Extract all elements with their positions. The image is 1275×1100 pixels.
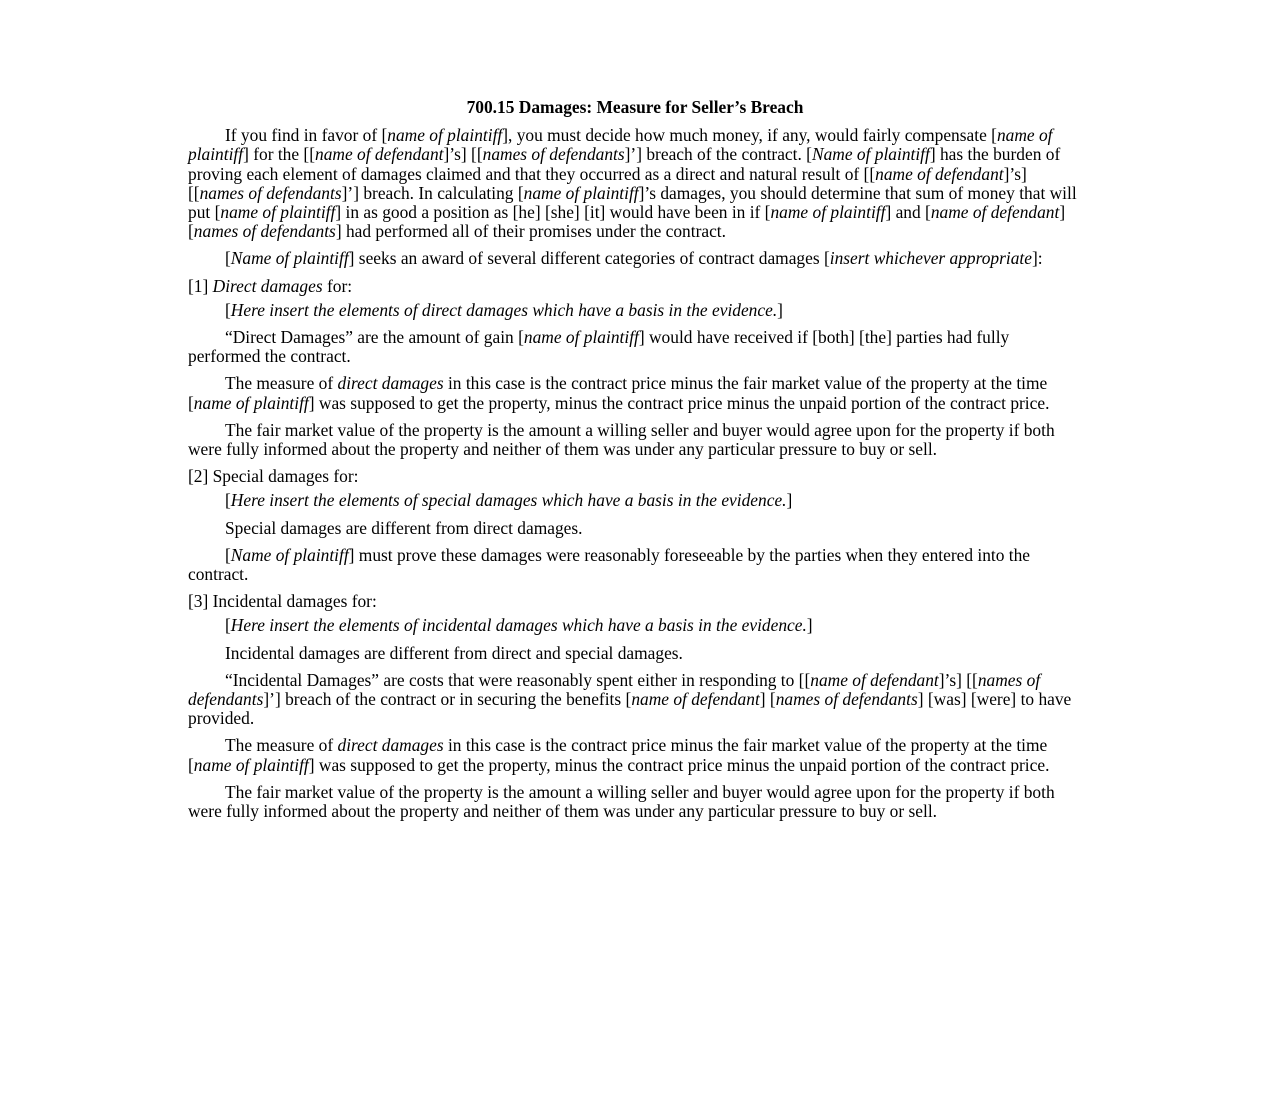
text-run: ] [806,615,813,636]
italic-placeholder: names of defendants [188,669,1041,710]
text-run: ] [was] [were] to have provided. [188,689,1072,729]
fair-market-value-paragraph [188,421,1082,459]
text-run: ] [786,490,793,511]
item-1-insert [188,301,1082,320]
incidental-damages-definition [188,671,1082,729]
text-run: [1] [188,275,213,296]
italic-placeholder: name of defendant [315,144,444,165]
text-run: [2] Special damages for: [188,466,359,487]
intro-paragraph [188,126,1082,241]
text-run: [3] Incidental damages for: [188,591,377,612]
text-run: The fair market value of the property is the amount a willing seller and buyer would agree upon for the property if both were fully informed about the property and neither of them was under any particular pressure to buy or sell. [188,419,1055,460]
italic-placeholder: Name of plaintiff [230,544,349,565]
text-run: ] must prove these damages were reasonably foreseeable by the parties when they entered into the contract. [188,544,1031,585]
direct-damages-measure [188,374,1082,412]
special-damages-difference [188,519,1082,538]
text-run: Incidental damages are different from direct and special damages. [225,642,683,663]
italic-placeholder: names of defendants [775,689,918,710]
italic-placeholder: name of defendant [631,689,760,710]
text-run: [ [225,248,231,269]
text-run: ] [777,299,783,320]
italic-placeholder: name of plaintiff [770,202,886,223]
text-run: ] for the [[ [243,144,316,165]
italic-placeholder: name of plaintiff [193,754,309,775]
text-run: ]’] breach of the contract or in securing the benefits [ [263,689,632,710]
italic-placeholder: insert whichever appropriate [829,248,1032,269]
italic-placeholder: name of plaintiff [220,202,336,223]
italic-placeholder: Here insert the elements of direct damages which have a basis in the evidence. [230,299,778,320]
text-run: in this case is the contract price minus the fair market value of the property at the time [ [188,373,1048,413]
text-run: ] was supposed to get the property, minus the contract price minus the unpaid portion of the contract price. [308,392,1050,413]
text-run: ]’s] [[ [188,163,1027,203]
text-run: ]’s] [[ [443,144,483,165]
text-run: ] was supposed to get the property, minus the contract price minus the unpaid portion of the contract price. [308,754,1050,775]
fair-market-value-paragraph-2 [188,783,1082,821]
document-title: 700.15 Damages: Measure for Seller’s Breach [466,97,804,117]
categories-paragraph [188,249,1082,268]
text-run: [ [225,615,231,636]
item-3-heading [188,592,1082,611]
italic-placeholder: name of plaintiff [387,125,503,146]
text-run: Special damages are different from direct damages. [225,517,583,538]
text-run: ]: [1031,248,1043,269]
text-run: ] had performed all of their promises under the contract. [335,221,726,242]
text-run: The measure of [225,735,338,756]
incidental-damages-difference [188,644,1082,663]
italic-placeholder: name of plaintiff [188,125,1053,165]
italic-placeholder: Name of plaintiff [811,144,930,165]
italic-placeholder: name of plaintiff [193,392,309,413]
italic-placeholder: name of plaintiff [523,182,639,203]
text-run: ] [ [759,689,776,710]
italic-placeholder: names of defendants [199,182,342,203]
italic-placeholder: direct damages [337,735,444,756]
italic-placeholder: name of defendant [810,669,939,690]
text-run: “Incidental Damages” are costs that were reasonably spent either in responding to [[ [225,669,811,690]
item-3-insert [188,616,1082,635]
text-run: ] would have received if [both] [the] parties had fully performed the contract. [188,327,1010,367]
text-run: ]’s damages, you should determine that sum of money that will put [ [188,182,1077,223]
italic-placeholder: name of defendant [930,202,1060,223]
text-run: [ [225,490,231,511]
text-run: “Direct Damages” are the amount of gain [ [225,327,524,348]
text-run: ], you must decide how much money, if any, would fairly compensate [ [502,125,997,146]
italic-placeholder: names of defendants [193,221,336,242]
text-run: [ [225,544,231,565]
text-run: ]’s] [[ [938,669,978,690]
item-2-heading [188,467,1082,486]
text-run: ] [ [188,202,1066,242]
text-run: ] has the burden of proving each element of damages claimed and that they occurred as a direct and natural result of [[ [188,144,1061,184]
italic-placeholder: Direct damages [212,275,323,296]
text-run: [ [225,299,231,320]
text-run: ] and [ [885,202,931,223]
italic-placeholder: Name of plaintiff [230,248,349,269]
text-run: ] seeks an award of several different categories of contract damages [ [348,248,830,269]
text-run: The fair market value of the property is the amount a willing seller and buyer would agree upon for the property if both were fully informed about the property and neither of them was under any particular pressure to buy or sell. [188,781,1055,822]
item-2-insert [188,491,1082,510]
text-run: ]’] breach of the contract. [ [624,144,812,165]
special-damages-proof [188,546,1082,584]
italic-placeholder: names of defendants [482,144,625,165]
text-run: ]’] breach. In calculating [ [341,182,524,203]
italic-placeholder: Here insert the elements of incidental damages which have a basis in the evidence. [230,615,807,636]
direct-damages-measure-2 [188,736,1082,774]
italic-placeholder: name of defendant [875,163,1004,184]
italic-placeholder: Here insert the elements of special damages which have a basis in the evidence. [230,490,787,511]
direct-damages-definition [188,328,1082,366]
text-run: in this case is the contract price minus the fair market value of the property at the time [ [188,735,1048,775]
text-run: The measure of [225,373,338,394]
italic-placeholder: name of plaintiff [523,327,639,348]
text-run: If you find in favor of [ [225,125,388,146]
text-run: ] in as good a position as [he] [she] [it] would have been in if [ [335,202,771,223]
italic-placeholder: direct damages [337,373,444,394]
item-1-heading [188,277,1082,296]
text-run: for: [322,275,353,296]
document-page [188,98,1082,829]
